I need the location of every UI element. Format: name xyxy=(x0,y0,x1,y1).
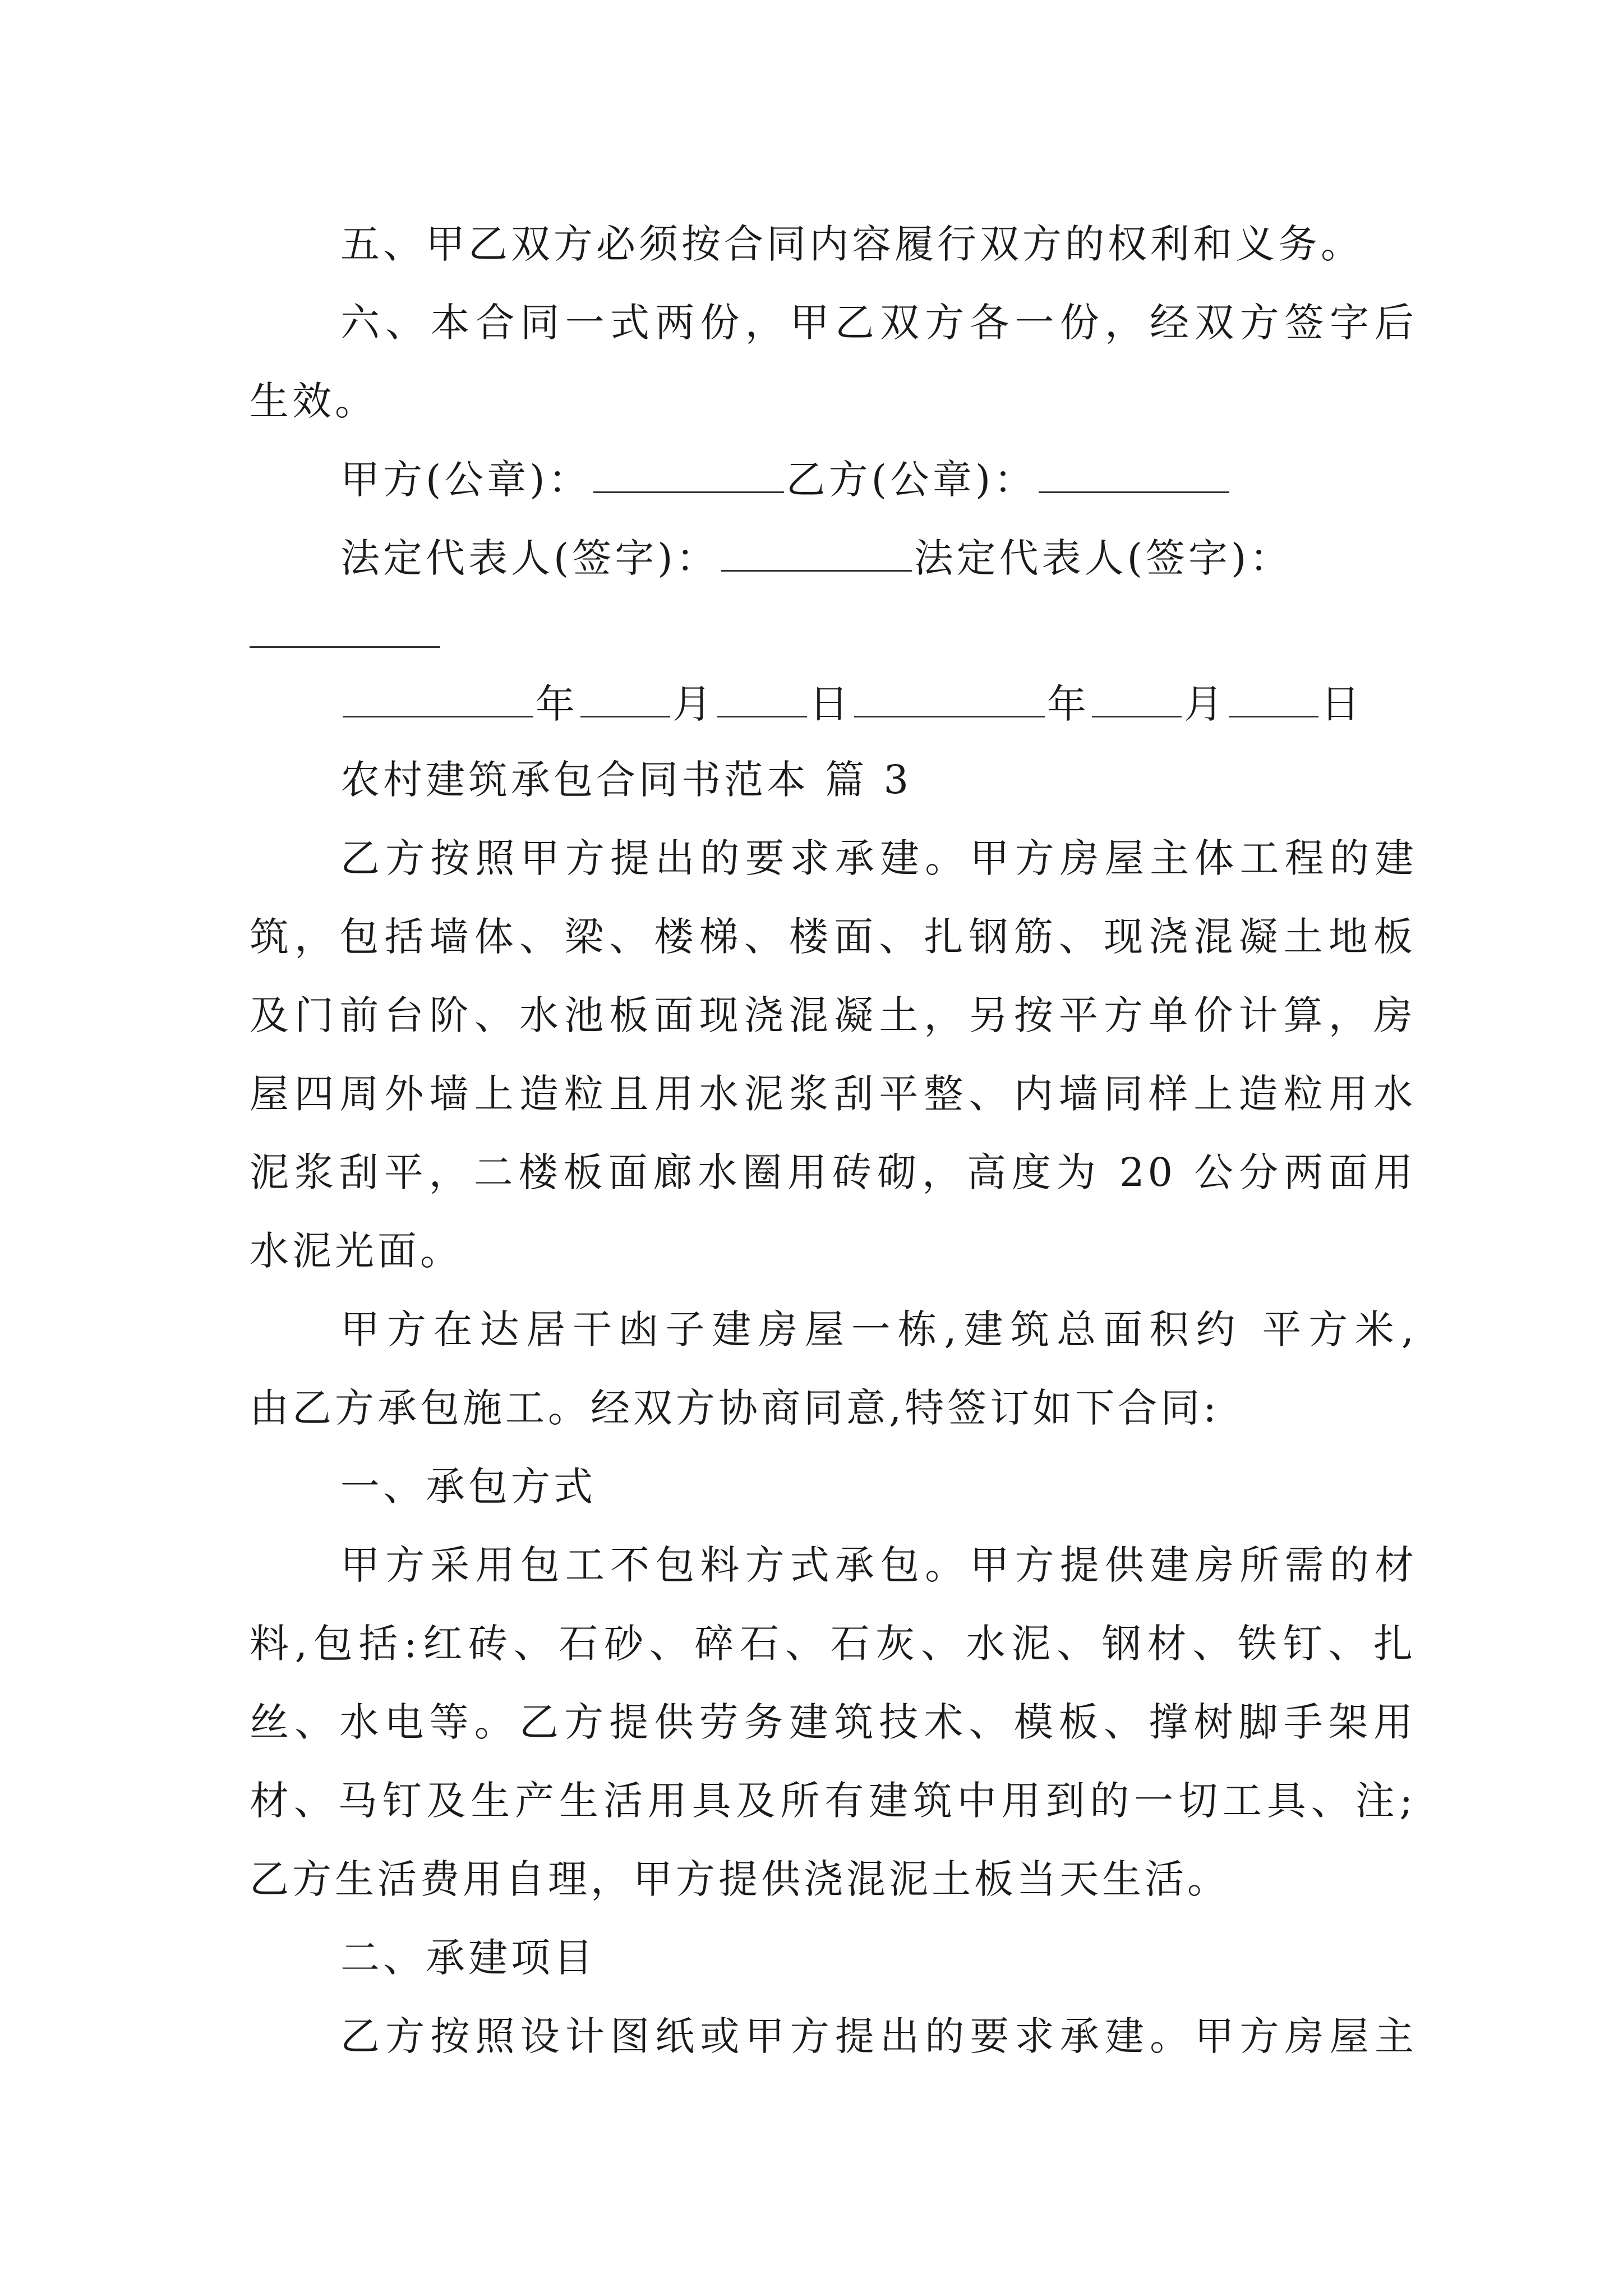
signature-line-representative xyxy=(340,530,1417,586)
paragraph-1-line-3: 及门前台阶、水池板面现浇混凝土，另按平方单价计算，房 xyxy=(250,992,1416,1038)
section-1-title: 一、承包方式 xyxy=(340,1464,596,1510)
section-1-line-3: 丝、水电等。乙方提供劳务建筑技术、模板、撑树脚手架用 xyxy=(250,1699,1416,1745)
paragraph-1-line-1: 乙方按照甲方提出的要求承建。甲方房屋主体工程的建 xyxy=(340,835,1417,881)
day-label-a: 日 xyxy=(809,681,852,727)
date-line xyxy=(340,676,1417,732)
party-b-day-blank xyxy=(1229,681,1318,717)
section-1-line-5: 乙方生活费用自理，甲方提供浇混泥土板当天生活。 xyxy=(250,1856,1230,1902)
paragraph-2-line-2: 由乙方承包施工。经双方协商同意,特签订如下合同: xyxy=(250,1385,1220,1431)
party-a-seal-label: 甲方(公章)： xyxy=(340,457,591,503)
year-label-b: 年 xyxy=(1047,681,1090,727)
clause-five: 五、甲乙双方必须按合同内容履行双方的权利和义务。 xyxy=(340,221,1363,267)
party-a-rep-blank xyxy=(721,535,912,572)
day-label-b: 日 xyxy=(1321,681,1363,727)
party-b-year-blank xyxy=(854,681,1045,717)
party-b-seal-blank xyxy=(1039,457,1229,493)
party-b-month-blank xyxy=(1092,681,1182,717)
section-1-line-4: 材、马钉及生产生活用具及所有建筑中用到的一切工具、注; xyxy=(250,1778,1416,1824)
section-2-title: 二、承建项目 xyxy=(340,1935,596,1981)
clause-six-line-2: 生效。 xyxy=(250,378,377,424)
party-b-seal-label: 乙方(公章)： xyxy=(786,457,1037,503)
paragraph-2-line-1: 甲方在达居干凼子建房屋一栋,建筑总面积约 平方米, xyxy=(340,1306,1417,1352)
party-a-seal-blank xyxy=(593,457,784,493)
year-label-a: 年 xyxy=(536,681,578,727)
section-1-line-2: 料,包括:红砖、石砂、碎石、石灰、水泥、钢材、铁钉、扎 xyxy=(250,1621,1416,1667)
party-a-month-blank xyxy=(580,681,670,717)
party-b-rep-blank xyxy=(250,645,440,648)
clause-six-line-1: 六、本合同一式两份，甲乙双方各一份，经双方签字后 xyxy=(340,300,1417,346)
party-a-rep-label: 法定代表人(签字)： xyxy=(340,535,719,581)
party-a-year-blank xyxy=(343,681,533,717)
month-label-b: 月 xyxy=(1184,681,1227,727)
party-b-rep-label: 法定代表人(签字)： xyxy=(914,535,1293,581)
party-a-day-blank xyxy=(717,681,807,717)
paragraph-1-line-6: 水泥光面。 xyxy=(250,1228,463,1274)
section-1-line-1: 甲方采用包工不包料方式承包。甲方提供建房所需的材 xyxy=(340,1542,1417,1588)
paragraph-1-line-5: 泥浆刮平，二楼板面廊水圈用砖砌，高度为 20 公分两面用 xyxy=(250,1149,1416,1195)
paragraph-1-line-2: 筑，包括墙体、梁、楼梯、楼面、扎钢筋、现浇混凝土地板 xyxy=(250,914,1416,960)
section-2-line-1: 乙方按照设计图纸或甲方提出的要求承建。甲方房屋主 xyxy=(340,2013,1417,2059)
section-heading: 农村建筑承包合同书范本 篇 3 xyxy=(340,757,912,803)
paragraph-1-line-4: 屋四周外墙上造粒且用水泥浆刮平整、内墙同样上造粒用水 xyxy=(250,1071,1416,1117)
signature-line-seal xyxy=(340,452,1417,508)
month-label-a: 月 xyxy=(672,681,715,727)
